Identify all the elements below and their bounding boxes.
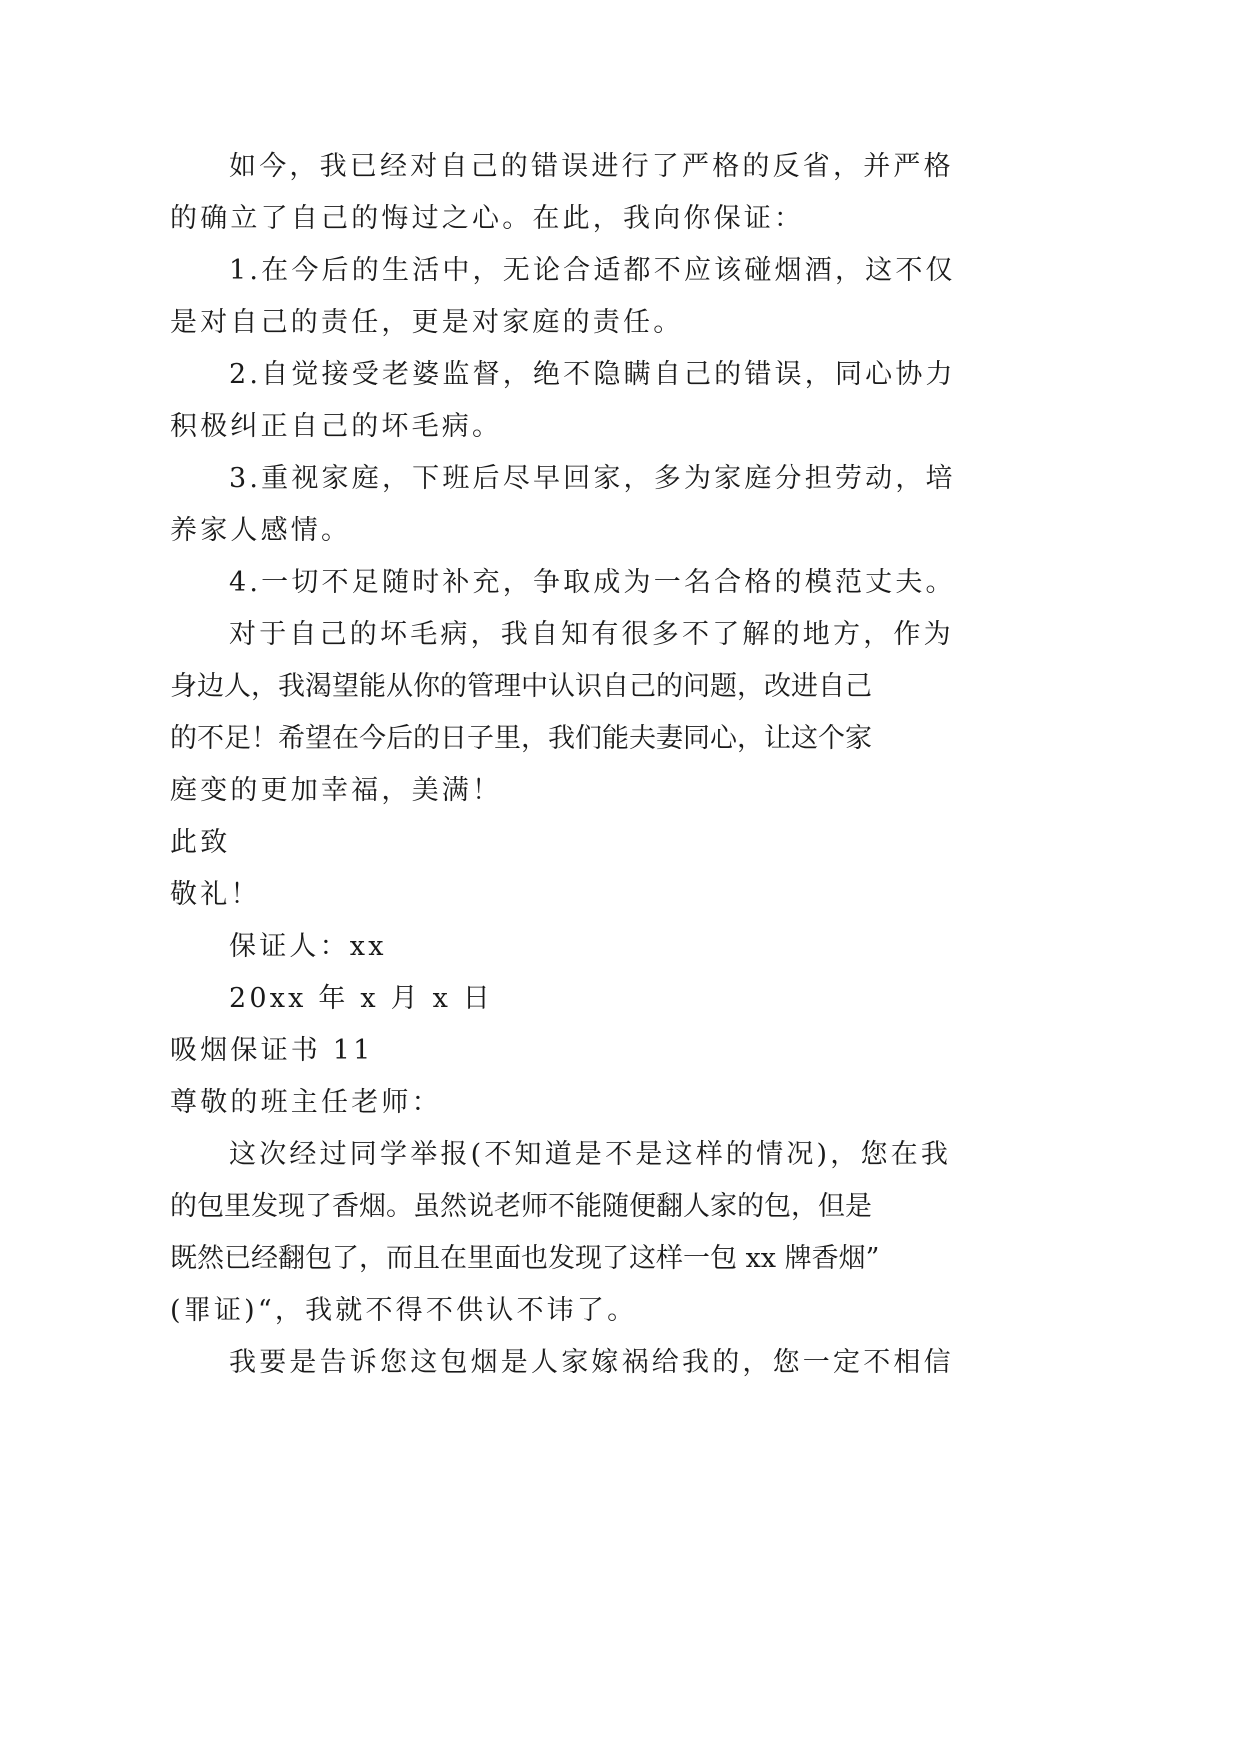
paragraph-line: 我要是告诉您这包烟是人家嫁祸给我的，您一定不相信 xyxy=(229,1347,954,1378)
greeting-line: 尊敬的班主任老师： xyxy=(170,1087,442,1118)
section-title: 吸烟保证书 11 xyxy=(170,1035,374,1066)
list-item-line: 养家人感情。 xyxy=(170,515,352,546)
list-item-line: 积极纠正自己的坏毛病。 xyxy=(170,411,503,442)
paragraph-line: 庭变的更加幸福，美满！ xyxy=(170,775,503,806)
paragraph-line: 的包里发现了香烟。虽然说老师不能随便翻人家的包，但是 xyxy=(170,1191,872,1222)
list-item-line: 4.一切不足随时补充，争取成为一名合格的模范丈夫。 xyxy=(229,567,956,598)
date-line: 20xx 年 x 月 x 日 xyxy=(229,983,493,1014)
list-item-line: 2.自觉接受老婆监督，绝不隐瞒自己的错误，同心协力 xyxy=(229,359,956,390)
list-item-line: 是对自己的责任，更是对家庭的责任。 xyxy=(170,307,684,338)
paragraph-line: 的不足！希望在今后的日子里，我们能夫妻同心，让这个家 xyxy=(170,723,872,754)
paragraph-line: 对于自己的坏毛病，我自知有很多不了解的地方，作为 xyxy=(229,619,954,650)
paragraph-line: 身边人，我渴望能从你的管理中认识自己的问题，改进自己 xyxy=(170,671,872,702)
signature-line: 保证人：xx xyxy=(229,931,387,962)
paragraph-line: 这次经过同学举报(不知道是不是这样的情况)，您在我 xyxy=(229,1139,952,1170)
list-item-line: 1.在今后的生活中，无论合适都不应该碰烟酒，这不仅 xyxy=(229,255,956,286)
paragraph-line: (罪证)“，我就不得不供认不讳了。 xyxy=(170,1295,638,1326)
paragraph-line: 的确立了自己的悔过之心。在此，我向你保证： xyxy=(170,203,805,234)
closing-line: 此致 xyxy=(170,827,231,858)
paragraph-line: 如今，我已经对自己的错误进行了严格的反省，并严格 xyxy=(229,151,954,182)
list-item-line: 3.重视家庭，下班后尽早回家，多为家庭分担劳动，培 xyxy=(229,463,956,494)
paragraph-line: 既然已经翻包了，而且在里面也发现了这样一包 xx 牌香烟” xyxy=(170,1243,880,1274)
salutation-line: 敬礼！ xyxy=(170,879,261,910)
